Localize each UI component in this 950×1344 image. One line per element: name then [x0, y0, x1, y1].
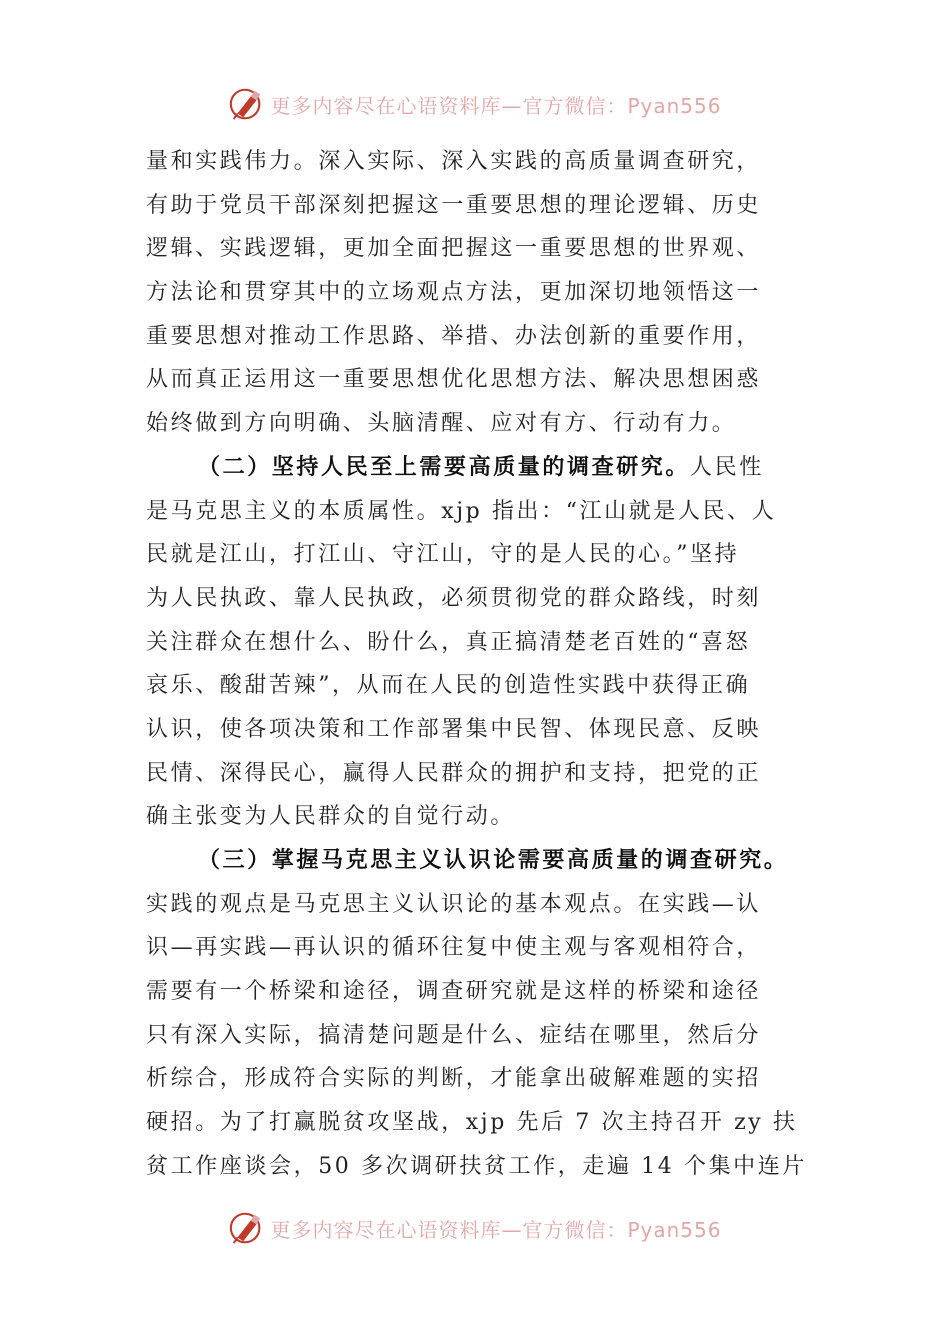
text-line: 民就是江山，打江山、守江山，守的是人民的心。”坚持: [146, 542, 740, 568]
text-line: 量和实践伟力。深入实际、深入实践的高质量调查研究，: [146, 149, 762, 174]
text-line: 需要有一个桥梁和途径，调查研究就是这样的桥梁和途径: [146, 979, 762, 1005]
section-heading-line: [146, 839, 806, 883]
banner-text: 更多内容尽在心语资料库—官方微信：Pyan556: [270, 1217, 722, 1242]
section-heading: （三）掌握马克思主义认识论需要高质量的调查研究。: [198, 847, 789, 873]
text-line: 有助于党员干部深刻把握这一重要思想的理论逻辑、历史: [146, 192, 762, 218]
text-line: 识—再实践—再认识的循环往复中使主观与客观相符合，: [146, 935, 762, 961]
section-heading-line: [146, 446, 806, 490]
text-line: 哀乐、酸甜苦辣”，从而在人民的创造性实践中获得正确: [146, 673, 751, 699]
banner-text: 更多内容尽在心语资料库—官方微信：Pyan556: [270, 93, 722, 118]
header-banner: [0, 84, 950, 124]
section-heading: （二）坚持人民至上需要高质量的调查研究。: [198, 453, 691, 480]
text-line: 方法论和贯穿其中的立场观点方法，更加深切地领悟这一: [146, 280, 762, 306]
pen-nib-icon: [228, 1209, 266, 1247]
text-run: 人民性: [690, 454, 764, 480]
text-line: 只有深入实际，搞清楚问题是什么、症结在哪里，然后分: [146, 1022, 762, 1048]
text-line: 认识，使各项决策和工作部署集中民智、体现民意、反映: [146, 716, 762, 742]
text-line: 民情、深得民心，赢得人民群众的拥护和支持，把党的正: [146, 760, 762, 786]
text-line: 贫工作座谈会，50 多次调研扶贫工作，走遍 14 个集中连片: [146, 1153, 807, 1179]
pen-nib-icon: [228, 85, 266, 123]
text-line: 析综合，形成符合实际的判断，才能拿出破解难题的实招: [146, 1066, 762, 1092]
text-line: 是马克思主义的本质属性。xjp 指出：“江山就是人民、人: [146, 498, 777, 524]
text-line: 始终做到方向明确、头脑清醒、应对有方、行动有力。: [146, 411, 737, 437]
text-line: 重要思想对推动工作思路、举措、办法创新的重要作用，: [146, 323, 762, 349]
text-line: 关注群众在想什么、盼什么，真正搞清楚老百姓的“喜怒: [146, 629, 751, 655]
text-line: 为人民执政、靠人民执政，必须贯彻党的群众路线，时刻: [146, 585, 762, 611]
text-line: 逻辑、实践逻辑，更加全面把握这一重要思想的世界观、: [146, 236, 762, 262]
document-body: [146, 140, 806, 1189]
text-line: 从而真正运用这一重要思想优化思想方法、解决思想困惑: [146, 367, 762, 393]
text-line: 确主张变为人民群众的自觉行动。: [146, 804, 516, 830]
footer-banner: [0, 1208, 950, 1248]
text-line: 实践的观点是马克思主义认识论的基本观点。在实践—认: [146, 891, 762, 917]
text-line: 硬招。为了打赢脱贫攻坚战，xjp 先后 7 次主持召开 zy 扶: [146, 1110, 798, 1136]
